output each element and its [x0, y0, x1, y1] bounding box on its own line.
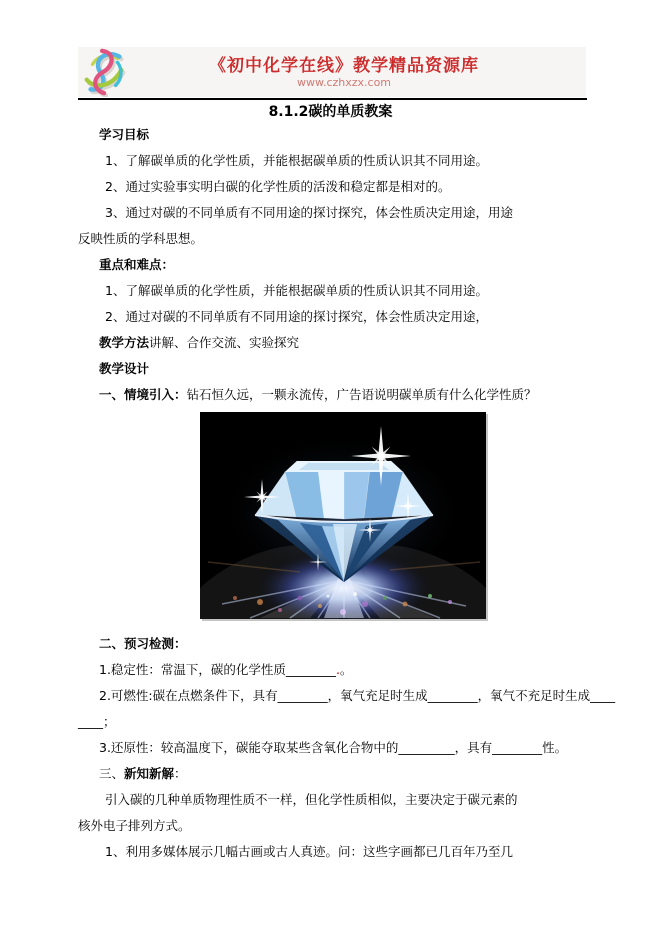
page-title: 8.1.2碳的单质教案 [268, 104, 393, 120]
brand-url: www.czhxzx.com [296, 75, 392, 89]
text-line [78, 709, 644, 735]
brand-title: 《初中化学在线》教学精品资源库 [209, 55, 479, 76]
text-line [78, 174, 644, 200]
text-segment: 1、了解碳单质的化学性质，并能根据碳单质的性质认识其不同用途。 [105, 153, 488, 168]
text-line [78, 278, 644, 304]
text-line [78, 122, 644, 148]
text-line [78, 631, 644, 657]
text-segment: 3、通过对碳的不同单质有不同用途的探讨探究，体会性质决定用途，用途 [105, 205, 513, 220]
text-line [78, 657, 644, 683]
text-line [78, 200, 644, 226]
text-segment-bold: 教学设计 [99, 361, 150, 376]
text-line [78, 304, 644, 330]
text-segment-bold: 一、情境引入： [99, 387, 187, 402]
brand-logo [78, 47, 132, 97]
atom-swirl-logo-icon [82, 47, 128, 97]
spellcheck-mark: . [335, 662, 340, 677]
text-line [78, 330, 644, 356]
text-segment: 。 [339, 662, 353, 677]
brand-banner [78, 47, 586, 97]
text-segment-bold: 重点和难点： [99, 257, 175, 272]
text-segment: 反映性质的学科思想。 [78, 231, 204, 246]
text-segment: 核外电子排列方式。 [78, 818, 191, 833]
text-segment: 2、通过实验事实明白碳的化学性质的活泼和稳定都是相对的。 [105, 179, 451, 194]
text-segment-bold: 教学方法 [99, 335, 150, 350]
brand-text-block [132, 56, 586, 89]
diamond-photo-graphic [200, 412, 486, 619]
text-line [78, 787, 644, 813]
text-segment: 1、利用多媒体展示几幅古画或古人真迹。问：这些字画都已几百年乃至几 [105, 844, 513, 859]
header-divider [78, 98, 587, 100]
text-segment-bold: 新知新解 [124, 766, 175, 781]
text-segment: 2.可燃性:碳在点燃条件下，具有________，氧气充足时生成________，氧气不充足时生成____ [99, 688, 616, 703]
text-segment: 2、通过对碳的不同单质有不同用途的探讨探究，体会性质决定用途， [105, 309, 488, 324]
text-line [78, 148, 644, 174]
text-block-after-figure [78, 631, 644, 865]
text-segment: ： [174, 766, 187, 781]
text-line [78, 382, 644, 408]
text-line [78, 813, 644, 839]
text-line [78, 839, 644, 865]
text-segment: 1.稳定性：常温下，碳的化学性质________ [99, 662, 336, 677]
text-segment-bold: 二、预习检测： [99, 636, 187, 651]
text-line [78, 761, 644, 787]
text-line [78, 252, 644, 278]
text-segment: 3.还原性：较高温度下，碳能夺取某些含氧化合物中的_________，具有________性。 [99, 740, 568, 755]
text-segment: 讲解、合作交流、实验探究 [149, 335, 300, 350]
document-body [78, 122, 644, 865]
text-segment: 钻石恒久远，一颗永流传，广告语说明碳单质有什么化学性质？ [186, 387, 537, 402]
text-segment: 1、了解碳单质的化学性质，并能根据碳单质的性质认识其不同用途。 [105, 283, 488, 298]
diamond-image [200, 412, 486, 619]
text-block-before-figure [78, 122, 644, 408]
text-line [78, 735, 644, 761]
text-line [78, 683, 644, 709]
text-segment-bold: 学习目标 [99, 127, 150, 142]
text-segment: ____； [78, 714, 116, 729]
text-segment: 引入碳的几种单质物理性质不一样，但化学性质相似，主要决定于碳元素的 [105, 792, 518, 807]
text-line [78, 226, 644, 252]
text-line [78, 356, 644, 382]
text-segment: 三、 [99, 766, 125, 781]
